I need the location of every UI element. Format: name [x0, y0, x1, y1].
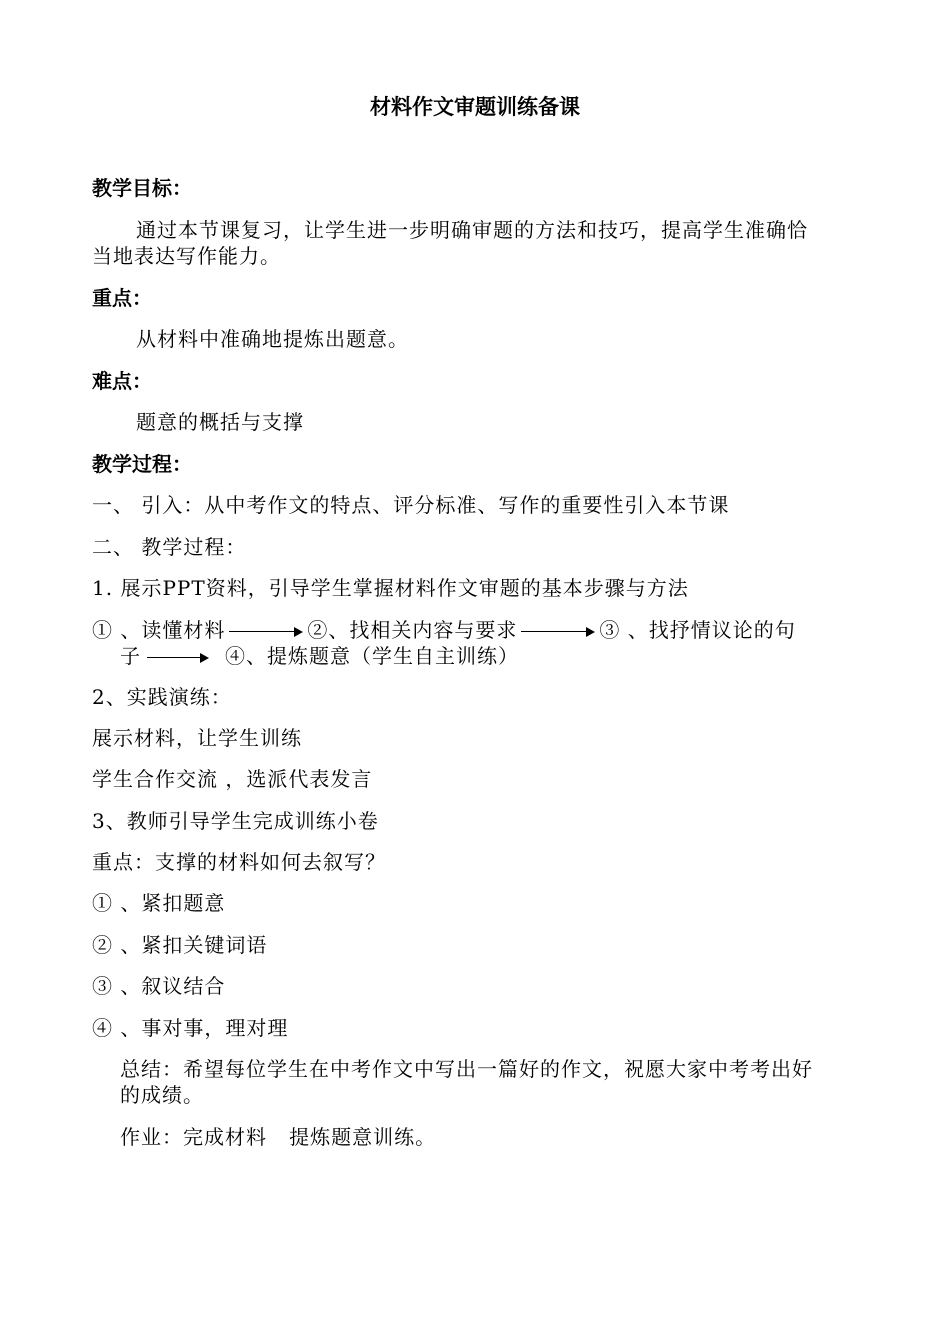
process-show-material: 展示材料，让学生训练	[92, 726, 302, 750]
flow-step-find-sentence-cont: 子	[120, 644, 141, 668]
point-item: ④ 、事对事，理对理	[92, 1016, 289, 1040]
flow-row-2	[120, 643, 519, 669]
arrow-right-icon	[229, 625, 303, 639]
homework-text: 作业：完成材料 提炼题意训练。	[120, 1125, 437, 1149]
summary-line1: 总结：希望每位学生在中考作文中写出一篇好的作文，祝愿大家中考考出好	[120, 1057, 813, 1081]
flow-row-1	[92, 617, 796, 643]
summary-line2: 的成绩。	[120, 1083, 204, 1107]
point-item: ① 、紧扣题意	[92, 891, 226, 915]
flow-step-find-sentence: ③ 、找抒情议论的句	[599, 618, 796, 642]
point-item: ② 、紧扣关键词语	[92, 933, 268, 957]
process-step-3: 3、教师引导学生完成训练小卷	[92, 809, 379, 833]
document-title: 材料作文审题训练备课	[370, 95, 580, 119]
process-exchange: 学生合作交流 ，选派代表发言	[92, 767, 373, 791]
key-text: 从材料中准确地提炼出题意。	[136, 327, 409, 351]
process-item-intro: 一、 引入：从中考作文的特点、评分标准、写作的重要性引入本节课	[92, 493, 730, 517]
difficulty-heading: 难点：	[92, 369, 152, 393]
key-heading: 重点：	[92, 286, 152, 310]
process-heading: 教学过程：	[92, 452, 192, 476]
difficulty-text: 题意的概括与支撑	[136, 410, 304, 434]
flow-step-extract: ④、提炼题意（学生自主训练）	[225, 644, 519, 668]
arrow-right-icon	[521, 625, 595, 639]
goal-text-line1: 通过本节课复习，让学生进一步明确审题的方法和技巧，提高学生准确恰	[136, 218, 808, 242]
arrow-right-icon	[147, 651, 209, 665]
process-focus: 重点：支撑的材料如何去叙写？	[92, 850, 386, 874]
goal-text-line2: 当地表达写作能力。	[92, 244, 281, 268]
process-item-teaching: 二、 教学过程：	[92, 535, 247, 559]
flow-step-read: ① 、读懂材料	[92, 618, 226, 642]
process-step-2: 2、实践演练：	[92, 685, 232, 709]
point-item: ③ 、叙议结合	[92, 974, 226, 998]
process-step-1: 1. 展示PPT资料，引导学生掌握材料作文审题的基本步骤与方法	[92, 576, 689, 600]
flow-step-find-content: ②、找相关内容与要求	[307, 618, 518, 642]
goal-heading: 教学目标：	[92, 176, 192, 200]
